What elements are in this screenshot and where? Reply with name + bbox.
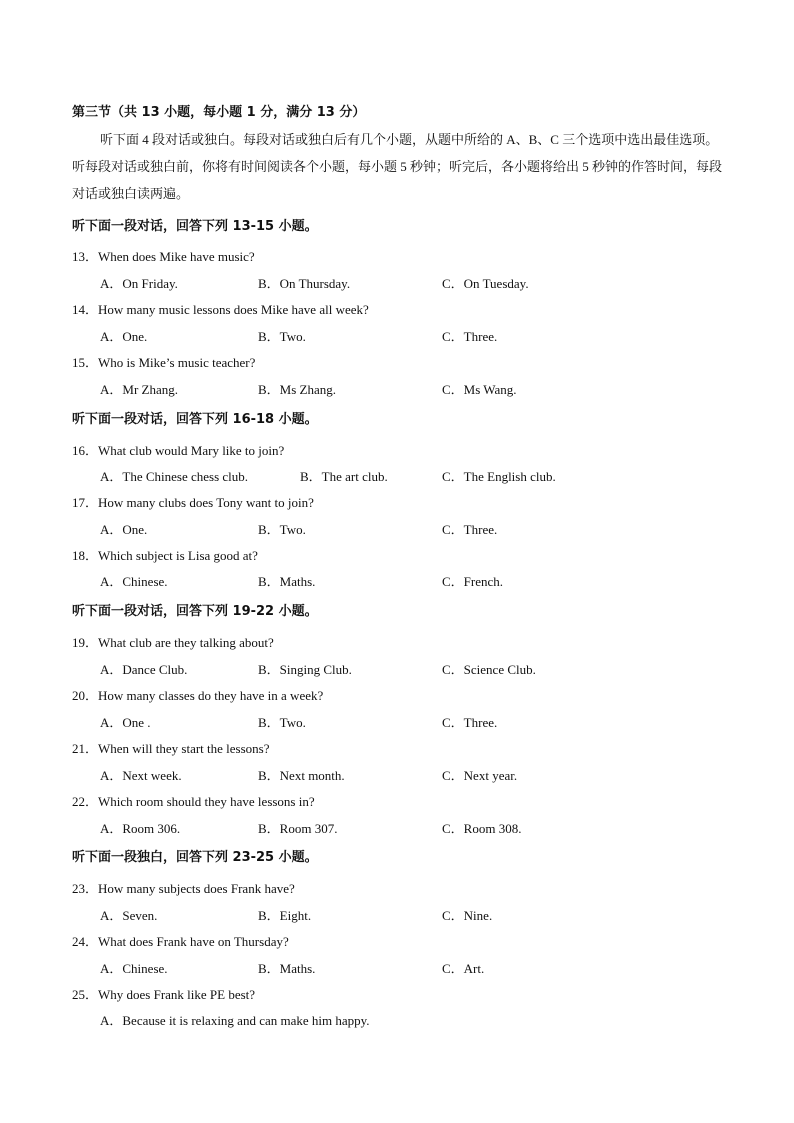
option-b: B．Singing Club.	[258, 662, 352, 677]
group-header: 听下面一段独白，回答下列 23-25 小题。	[72, 850, 318, 865]
option-b: B．Eight.	[258, 908, 312, 923]
option-b: B．Two.	[258, 329, 306, 344]
option-b: B．Room 307.	[258, 821, 338, 836]
question-stem: 24．What does Frank have on Thursday?	[72, 934, 289, 949]
option-a: A．Room 306.	[100, 821, 181, 836]
option-b: B．Maths.	[258, 961, 316, 976]
question-stem: 14．How many music lessons does Mike have all week?	[72, 302, 369, 317]
option-c: C．Science Club.	[442, 662, 536, 677]
option-a: A．Chinese.	[100, 574, 168, 589]
option-c: C．Art.	[442, 961, 485, 976]
instructions-text: 听下面 4 段对话或独白。每段对话或独白后有几个小题，从题中所给的 A、B、C 三个选项中选出最佳选项。听每段对话或独白前，你将有时间阅读各个小题，每小题 5 秒钟；听完后，各小题将给出 5 秒钟的作答时间，每段对话或独白读两遍。	[72, 132, 723, 201]
option-a: A．One .	[100, 715, 151, 730]
section-title: 第三节（共 13 小题，每小题 1 分，满分 13 分）	[72, 105, 366, 120]
option-a: A．Dance Club.	[100, 662, 188, 677]
option-a: A．One.	[100, 329, 148, 344]
option-c: C．The English club.	[442, 469, 556, 484]
option-a: A．Seven.	[100, 908, 158, 923]
option-a: A．On Friday.	[100, 276, 178, 291]
instructions	[72, 126, 727, 207]
question-stem: 15．Who is Mike’s music teacher?	[72, 355, 256, 370]
option-b: B．Two.	[258, 715, 306, 730]
question-stem: 20．How many classes do they have in a week?	[72, 688, 324, 703]
option-c: C．Three.	[442, 715, 498, 730]
question-stem: 25．Why does Frank like PE best?	[72, 987, 256, 1002]
question-stem: 22．Which room should they have lessons in?	[72, 794, 315, 809]
option-b: B．Maths.	[258, 574, 316, 589]
option-c: C．On Tuesday.	[442, 276, 529, 291]
question-stem: 18．Which subject is Lisa good at?	[72, 548, 258, 563]
option-c: C．Three.	[442, 522, 498, 537]
group-header: 听下面一段对话，回答下列 16-18 小题。	[72, 412, 318, 427]
group-header: 听下面一段对话，回答下列 19-22 小题。	[72, 604, 318, 619]
option-c: C．Nine.	[442, 908, 493, 923]
option-b: B．Next month.	[258, 768, 345, 783]
question-stem: 23．How many subjects does Frank have?	[72, 881, 295, 896]
option-b: B．On Thursday.	[258, 276, 351, 291]
question-stem: 19．What club are they talking about?	[72, 635, 274, 650]
question-stem: 16．What club would Mary like to join?	[72, 443, 285, 458]
option-b: B．Two.	[258, 522, 306, 537]
question-stem: 17．How many clubs does Tony want to join?	[72, 495, 314, 510]
option-c: C．Next year.	[442, 768, 518, 783]
option-c: C．Ms Wang.	[442, 382, 517, 397]
option-b: B．The art club.	[300, 469, 388, 484]
question-stem: 21．When will they start the lessons?	[72, 741, 270, 756]
option-a: A．One.	[100, 522, 148, 537]
option-c: C．Room 308.	[442, 821, 522, 836]
option-a: A．Chinese.	[100, 961, 168, 976]
option-a: A．Because it is relaxing and can make him happy.	[100, 1013, 370, 1028]
option-b: B．Ms Zhang.	[258, 382, 337, 397]
group-header: 听下面一段对话，回答下列 13-15 小题。	[72, 219, 318, 234]
option-c: C．French.	[442, 574, 504, 589]
option-a: A．Next week.	[100, 768, 182, 783]
option-a: A．Mr Zhang.	[100, 382, 178, 397]
question-stem: 13．When does Mike have music?	[72, 249, 255, 264]
option-c: C．Three.	[442, 329, 498, 344]
option-a: A．The Chinese chess club.	[100, 469, 249, 484]
